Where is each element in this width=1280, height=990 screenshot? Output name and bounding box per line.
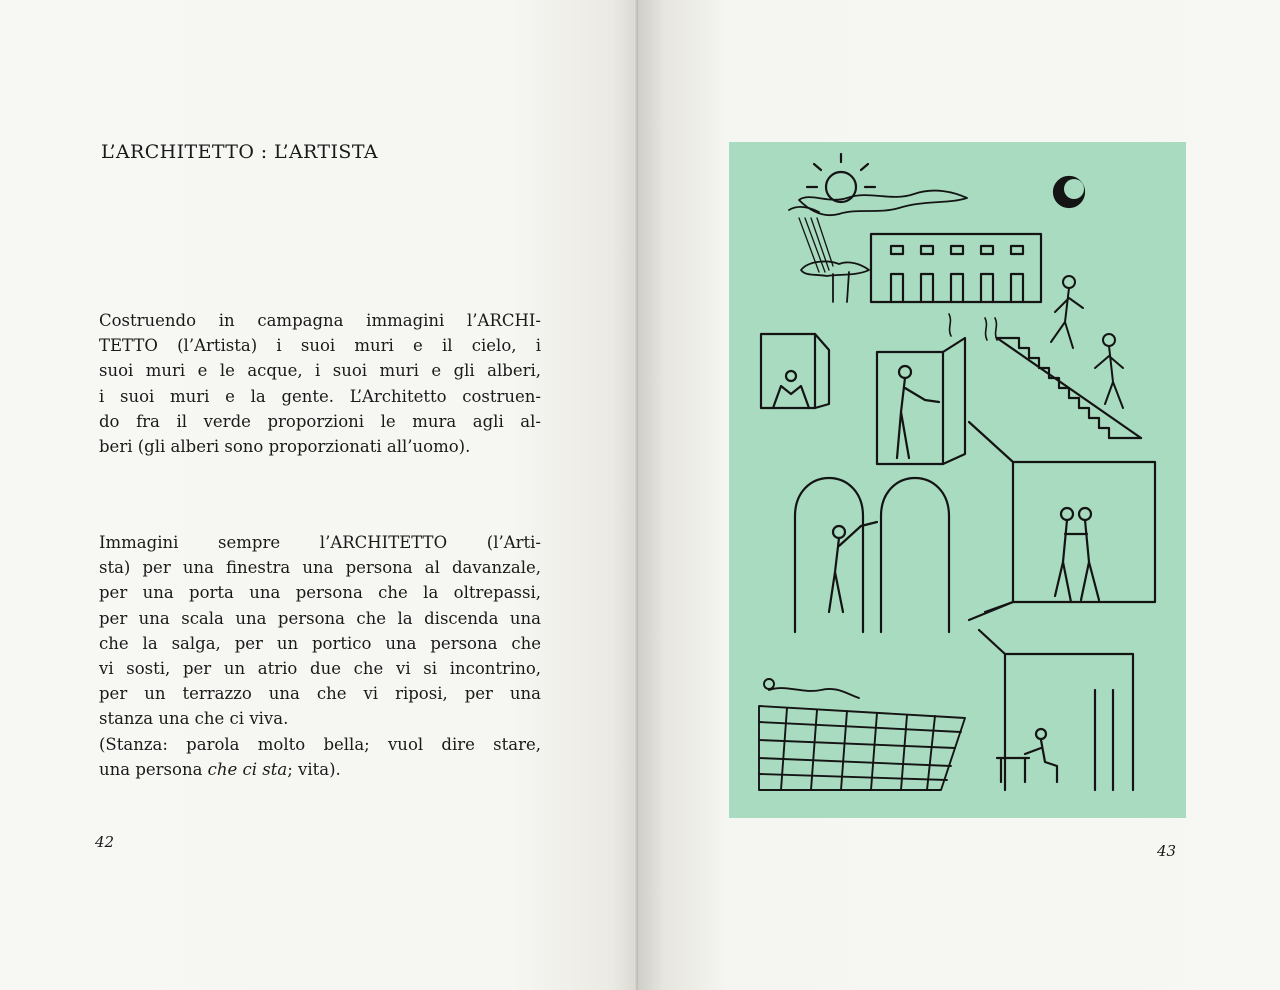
- paragraph-2: [99, 530, 541, 782]
- atrium-icon: [969, 422, 1155, 620]
- chapter-title: L’ARCHITETTO : L’ARTISTA: [101, 141, 378, 163]
- final-text-after: ; vita).: [287, 759, 341, 779]
- text-line: stanza una che ci viva.: [99, 709, 289, 729]
- text-line: per un terrazzo una che vi riposi, per una: [99, 684, 541, 704]
- page-number-left: 42: [95, 833, 115, 851]
- text-line: TETTO (l’Artista) i suoi muri e il cielo, i: [99, 336, 541, 356]
- tree-icon: [801, 262, 869, 302]
- text-line: sta) per una finestra una persona al davanzale,: [99, 558, 541, 578]
- text-line: i suoi muri e la gente. L’Architetto costruen-: [99, 386, 541, 406]
- text-line: per una porta una persona che la oltrepassi,: [99, 583, 541, 603]
- window-icon: [761, 334, 829, 408]
- terrace-icon: [759, 679, 965, 790]
- door-icon: [877, 338, 965, 464]
- text-line: (Stanza: parola molto bella; vuol dire stare,: [99, 734, 541, 754]
- text-line-final: [99, 757, 541, 782]
- final-text-italic: che ci sta: [207, 759, 288, 779]
- text-line: Costruendo in campagna immagini l’ARCHI-: [99, 311, 541, 330]
- page-number-right: 43: [1157, 842, 1177, 860]
- text-line: che la salga, per un portico una persona che: [99, 633, 541, 653]
- figure-on-stairs-icon: [1051, 276, 1083, 348]
- text-line: do fra il verde proporzioni le mura agli al-: [99, 411, 541, 431]
- text-line: suoi muri e le acque, i suoi muri e gli alberi,: [99, 361, 541, 381]
- paragraph-1: [99, 308, 541, 459]
- figure-on-stairs-icon: [1095, 334, 1123, 408]
- text-line: Immagini sempre l’ARCHITETTO (l’Arti-: [99, 533, 541, 552]
- final-text-before: una persona: [99, 759, 208, 779]
- portico-icon: [795, 478, 949, 632]
- text-line: beri (gli alberi sono proporzionati all’uomo).: [99, 437, 471, 457]
- cloud-icon: [799, 191, 967, 216]
- architect-illustration: [729, 142, 1186, 818]
- text-line: per una scala una persona che la discenda una: [99, 608, 541, 628]
- left-page: [0, 0, 638, 990]
- villa-icon: [871, 234, 1041, 302]
- text-line: vi sosti, per un atrio due che vi si incontrino,: [99, 659, 541, 679]
- rain-icon: [799, 218, 833, 272]
- room-icon: [979, 630, 1133, 790]
